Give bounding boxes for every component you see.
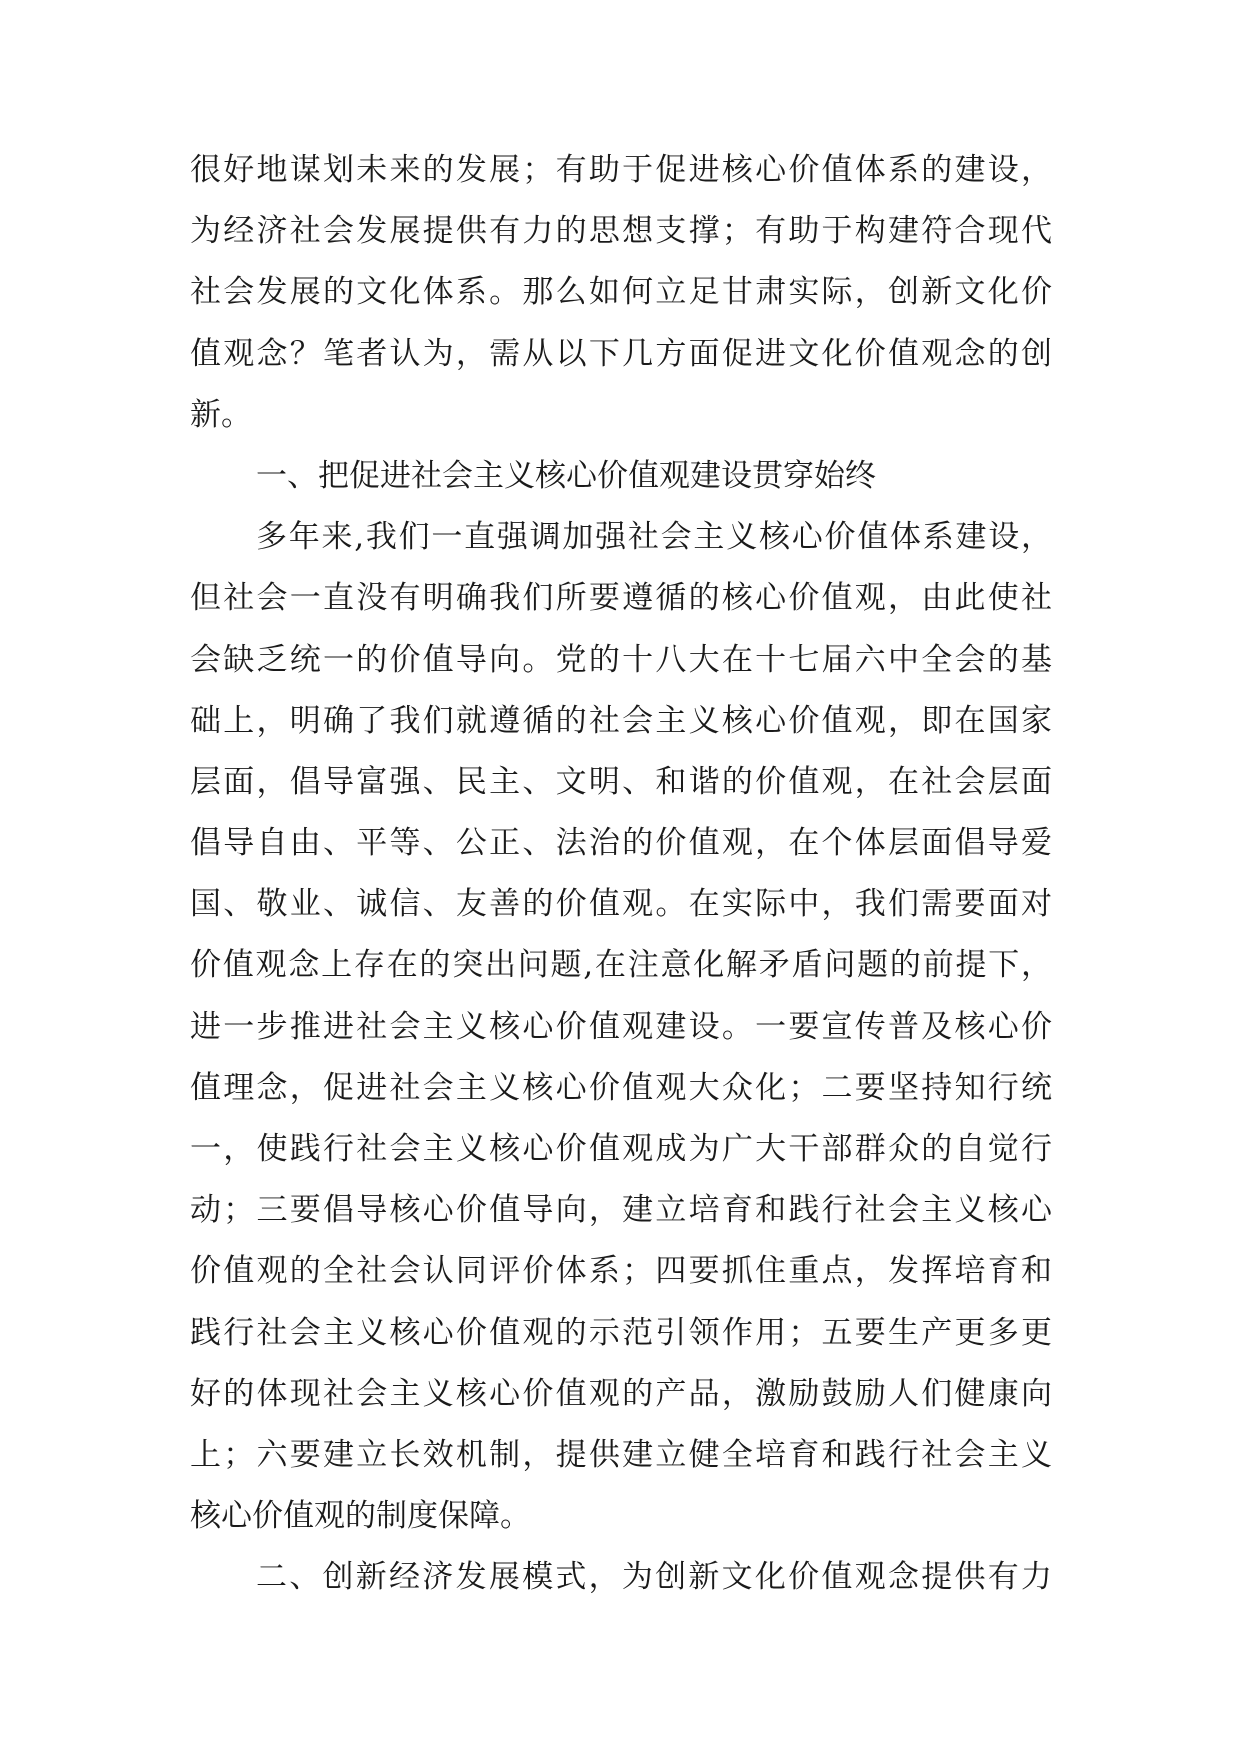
text-line: 动；三要倡导核心价值导向，建立培育和践行社会主义核心 (190, 1192, 1052, 1229)
text-line: 会缺乏统一的价值导向。党的十八大在十七届六中全会的基 (190, 641, 1052, 678)
text-line: 国、敬业、诚信、友善的价值观。在实际中，我们需要面对 (190, 886, 1052, 923)
text-line: 倡导自由、平等、公正、法治的价值观，在个体层面倡导爱 (190, 825, 1052, 862)
text-line: 但社会一直没有明确我们所要遵循的核心价值观，由此使社 (190, 580, 1052, 617)
text-line: 进一步推进社会主义核心价值观建设。一要宣传普及核心价 (190, 1008, 1052, 1045)
document-body (190, 140, 1052, 1609)
text-line: 层面，倡导富强、民主、文明、和谐的价值观，在社会层面 (190, 763, 1052, 800)
text-line: 上；六要建立长效机制，提供建立健全培育和践行社会主义 (190, 1436, 1052, 1473)
text-line: 一，使践行社会主义核心价值观成为广大干部群众的自觉行 (190, 1131, 1052, 1167)
text-line: 价值观念上存在的突出问题,在注意化解矛盾问题的前提下， (190, 947, 1052, 984)
text-line: 价值观的全社会认同评价体系；四要抓住重点，发挥培育和 (190, 1253, 1052, 1290)
text-line: 多年来,我们一直强调加强社会主义核心价值体系建设， (256, 519, 1052, 556)
section-heading: 二、创新经济发展模式，为创新文化价值观念提供有力 (256, 1559, 1052, 1596)
section-heading: 一、把促进社会主义核心价值观建设贯穿始终 (256, 457, 876, 494)
text-line: 新。 (190, 396, 252, 433)
text-line: 践行社会主义核心价值观的示范引领作用；五要生产更多更 (190, 1314, 1052, 1351)
text-line: 好的体现社会主义核心价值观的产品，激励鼓励人们健康向 (190, 1375, 1052, 1412)
text-line: 值理念，促进社会主义核心价值观大众化；二要坚持知行统 (190, 1069, 1052, 1106)
text-line: 核心价值观的制度保障。 (190, 1498, 531, 1535)
text-line: 础上，明确了我们就遵循的社会主义核心价值观，即在国家 (190, 702, 1052, 739)
text-line: 值观念？笔者认为，需从以下几方面促进文化价值观念的创 (190, 335, 1052, 372)
text-line: 为经济社会发展提供有力的思想支撑；有助于构建符合现代 (190, 213, 1052, 250)
text-line: 社会发展的文化体系。那么如何立足甘肃实际，创新文化价 (190, 274, 1052, 311)
text-line: 很好地谋划未来的发展；有助于促进核心价值体系的建设， (190, 152, 1052, 188)
